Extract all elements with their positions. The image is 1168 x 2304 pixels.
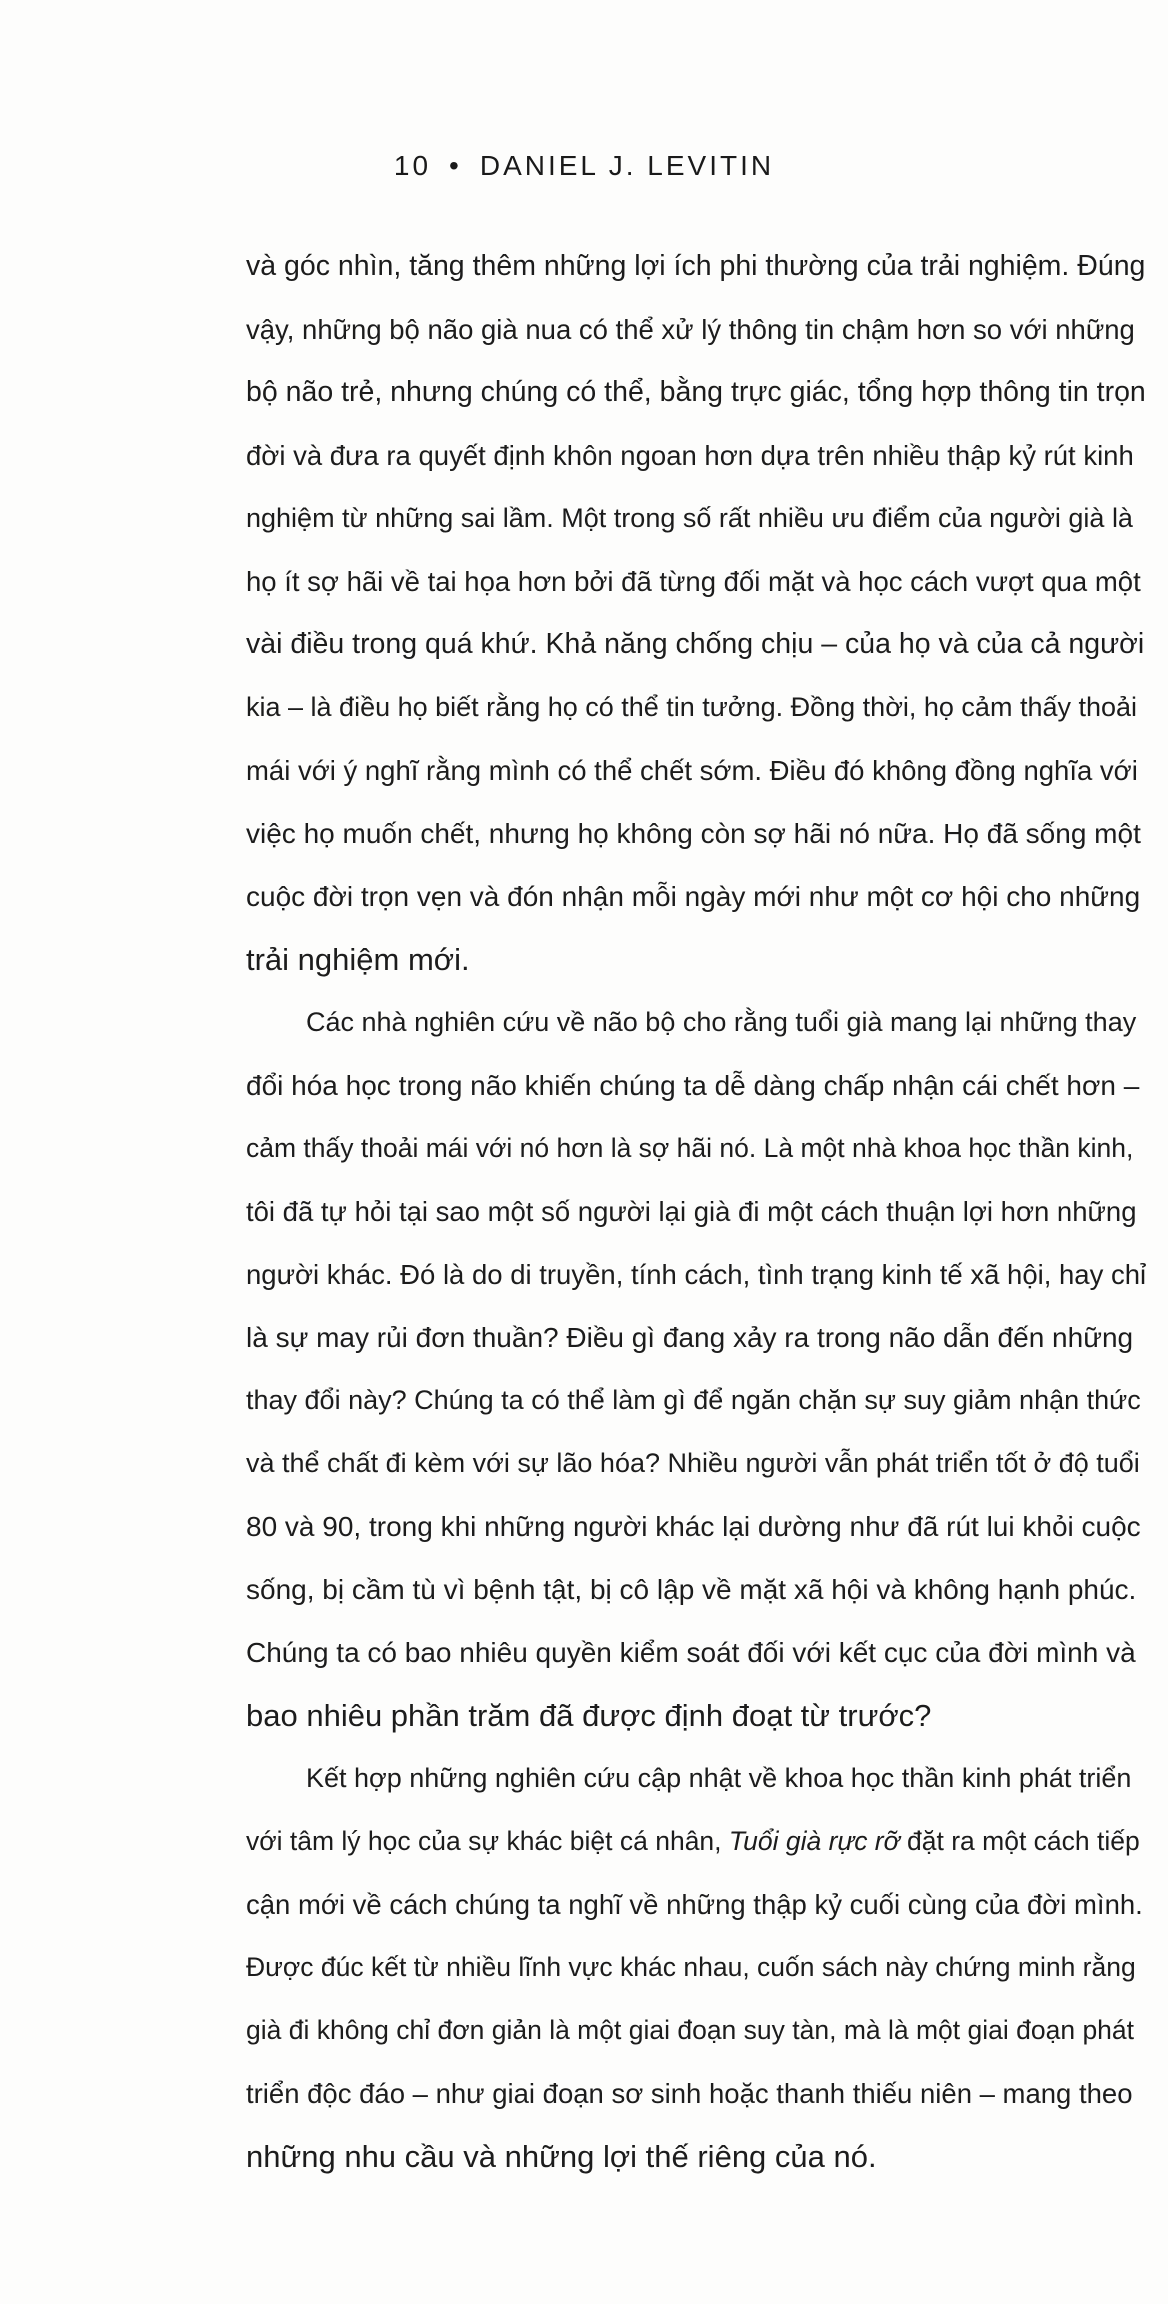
text-line: triển độc đáo – như giai đoạn sơ sinh hoặc thanh thiếu niên – mang theo <box>246 2078 1133 2109</box>
text-line: đổi hóa học trong não khiến chúng ta dễ dàng chấp nhận cái chết hơn – <box>246 1070 1140 1101</box>
text-line: và góc nhìn, tăng thêm những lợi ích phi thường của trải nghiệm. Đúng <box>246 250 1146 282</box>
text-line: kia – là điều họ biết rằng họ có thể tin tưởng. Đồng thời, họ cảm thấy thoải <box>246 692 1138 722</box>
book-title: Tuổi già rực rỡ <box>728 1826 900 1856</box>
header-separator: • <box>449 150 462 181</box>
text-line: bao nhiêu phần trăm đã được định đoạt từ trước? <box>246 1698 932 1733</box>
text-segment: với tâm lý học của sự khác biệt cá nhân, <box>246 1826 729 1856</box>
text-line: vậy, những bộ não già nua có thể xử lý thông tin chậm hơn so với những <box>246 314 1135 345</box>
text-line: những nhu cầu và những lợi thế riêng của nó. <box>246 2139 877 2174</box>
text-line: cảm thấy thoải mái với nó hơn là sợ hãi nó. Là một nhà khoa học thần kinh, <box>246 1133 1134 1163</box>
text-line: bộ não trẻ, nhưng chúng có thể, bằng trực giác, tổng hợp thông tin trọn <box>246 376 1146 408</box>
text-line: cận mới về cách chúng ta nghĩ về những thập kỷ cuối cùng của đời mình. <box>246 1889 1143 1920</box>
text-line: người khác. Đó là do di truyền, tính cách, tình trạng kinh tế xã hội, hay chỉ <box>246 1259 1147 1290</box>
text-line: việc họ muốn chết, nhưng họ không còn sợ hãi nó nữa. Họ đã sống một <box>246 818 1141 849</box>
text-line: 80 và 90, trong khi những người khác lại dường như đã rút lui khỏi cuộc <box>246 1511 1141 1542</box>
text-line: thay đổi này? Chúng ta có thể làm gì để ngăn chặn sự suy giảm nhận thức <box>246 1385 1141 1415</box>
text-line: nghiệm từ những sai lầm. Một trong số rất nhiều ưu điểm của người già là <box>246 503 1133 533</box>
text-line: và thể chất đi kèm với sự lão hóa? Nhiều người vẫn phát triển tốt ở độ tuổi <box>246 1448 1140 1478</box>
text-segment: đặt ra một cách tiếp <box>899 1826 1140 1856</box>
text-line: đời và đưa ra quyết định khôn ngoan hơn dựa trên nhiều thập kỷ rút kinh <box>246 440 1134 471</box>
text-line: sống, bị cầm tù vì bệnh tật, bị cô lập về mặt xã hội và không hạnh phúc. <box>246 1574 1137 1605</box>
text-line: Được đúc kết từ nhiều lĩnh vực khác nhau, cuốn sách này chứng minh rằng <box>246 1952 1136 1982</box>
author-name: DANIEL J. LEVITIN <box>479 150 775 181</box>
text-line: trải nghiệm mới. <box>246 942 470 977</box>
text-line: mái với ý nghĩ rằng mình có thể chết sớm. Điều đó không đồng nghĩa với <box>246 755 1138 786</box>
running-header <box>0 150 1168 182</box>
text-line: vài điều trong quá khứ. Khả năng chống chịu – của họ và của cả người <box>246 628 1145 660</box>
body-text <box>246 235 1146 2188</box>
text-line: là sự may rủi đơn thuần? Điều gì đang xảy ra trong não dẫn đến những <box>246 1322 1134 1353</box>
text-line: họ ít sợ hãi về tai họa hơn bởi đã từng đối mặt và học cách vượt qua một <box>246 566 1141 597</box>
page-number: 10 <box>393 150 432 181</box>
text-line: Kết hợp những nghiên cứu cập nhật về khoa học thần kinh phát triển <box>306 1763 1132 1793</box>
text-line-with-book-title <box>246 1810 1146 1873</box>
text-line: già đi không chỉ đơn giản là một giai đoạn suy tàn, mà là một giai đoạn phát <box>246 2015 1135 2045</box>
text-line: cuộc đời trọn vẹn và đón nhận mỗi ngày mới như một cơ hội cho những <box>246 881 1141 912</box>
text-line: tôi đã tự hỏi tại sao một số người lại già đi một cách thuận lợi hơn những <box>246 1196 1137 1227</box>
text-line: Chúng ta có bao nhiêu quyền kiểm soát đối với kết cục của đời mình và <box>246 1637 1136 1668</box>
text-line: Các nhà nghiên cứu về não bộ cho rằng tuổi già mang lại những thay <box>306 1007 1137 1037</box>
